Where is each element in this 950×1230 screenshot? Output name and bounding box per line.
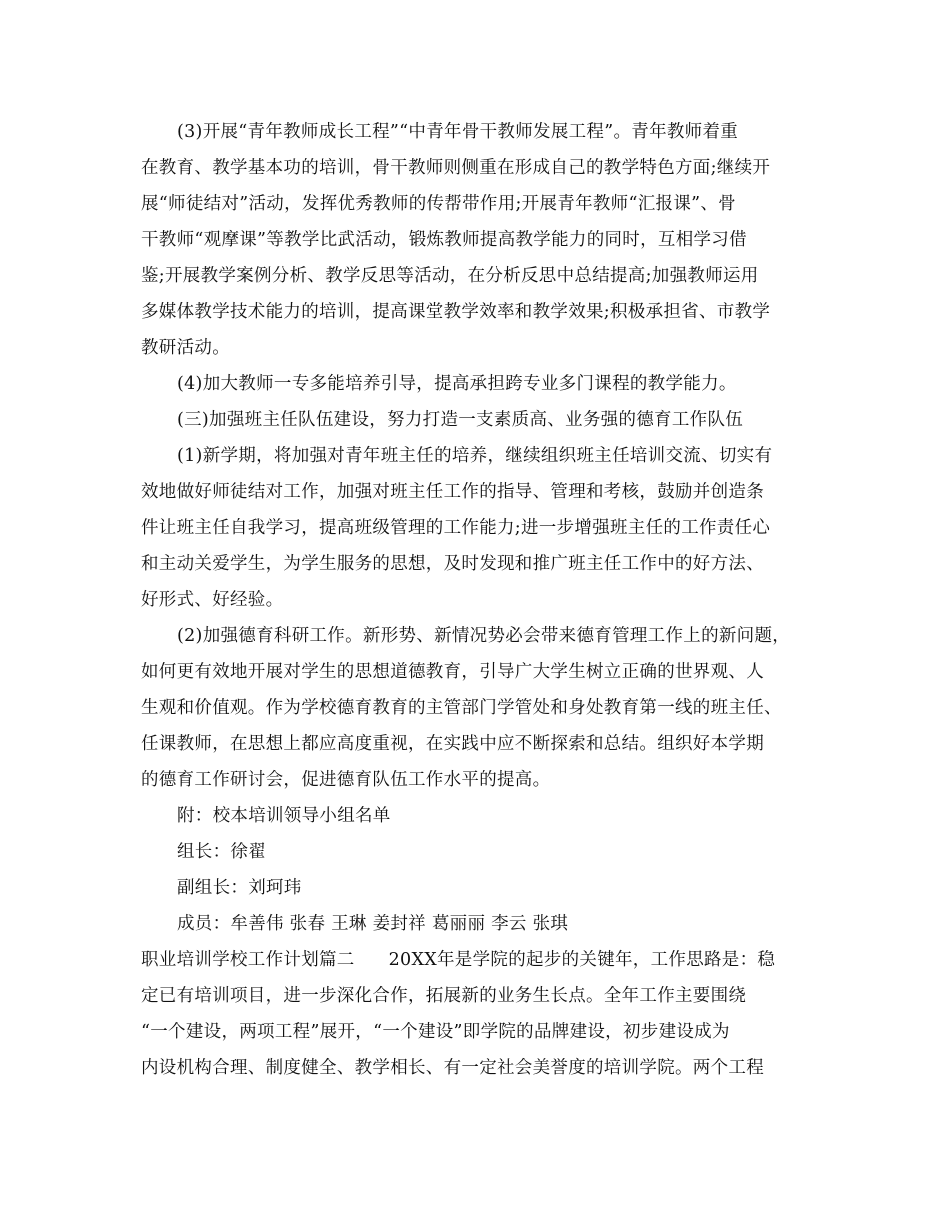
paragraph-line: 教研活动。 — [141, 338, 230, 358]
group-members: 成员：牟善伟 张春 王琳 姜封祥 葛丽丽 李云 张琪 — [177, 914, 569, 934]
paragraph-line: 生观和价值观。作为学校德育教育的主管部门学管处和身处教育第一线的班主任、 — [141, 698, 782, 718]
paragraph-line: 定已有培训项目，进一步深化合作，拓展新的业务生长点。全年工作主要围绕 — [141, 986, 747, 1006]
paragraph-line: 好形式、好经验。 — [141, 590, 284, 610]
paragraph-line: “一个建设，两项工程”展开，“一个建设”即学院的品牌建设，初步建设成为 — [141, 1022, 730, 1042]
section-heading: 职业培训学校工作计划篇二 — [141, 950, 355, 970]
appendix-title: 附：校本培训领导小组名单 — [177, 806, 391, 826]
paragraph-line: 如何更有效地开展对学生的思想道德教育，引导广大学生树立正确的世界观、人 — [141, 662, 764, 682]
paragraph-line: 的德育工作研讨会，促进德育队伍工作水平的提高。 — [141, 770, 551, 790]
paragraph-line: (4)加大教师一专多能培养引导，提高承担跨专业多门课程的教学能力。 — [177, 374, 737, 394]
paragraph-line: 内设机构合理、制度健全、教学相长、有一定社会美誉度的培训学院。两个工程 — [141, 1058, 764, 1078]
group-leader: 组长：徐翟 — [177, 842, 266, 862]
paragraph-line: 鉴;开展教学案例分析、教学反思等活动，在分析反思中总结提高;加强教师运用 — [141, 266, 759, 286]
paragraph-line: (2)加强德育科研工作。新形势、新情况势必会带来德育管理工作上的新问题， — [177, 626, 791, 646]
paragraph-line: 和主动关爱学生，为学生服务的思想，及时发现和推广班主任工作中的好方法、 — [141, 554, 764, 574]
paragraph-line: 在教育、教学基本功的培训，骨干教师则侧重在形成自己的教学特色方面;继续开 — [141, 158, 771, 178]
paragraph-line: (三)加强班主任队伍建设，努力打造一支素质高、业务强的德育工作队伍 — [177, 410, 744, 430]
paragraph-line: 任课教师，在思想上都应高度重视，在实践中应不断探索和总结。组织好本学期 — [141, 734, 764, 754]
paragraph-line: (3)开展“青年教师成长工程”“中青年骨干教师发展工程”。青年教师着重 — [177, 122, 739, 142]
paragraph-line: 效地做好师徒结对工作，加强对班主任工作的指导、管理和考核，鼓励并创造条 — [141, 482, 764, 502]
paragraph-line: 多媒体教学技术能力的培训，提高课堂教学效率和教学效果;积极承担省、市教学 — [141, 302, 771, 322]
paragraph-line: 干教师“观摩课”等教学比武活动，锻炼教师提高教学能力的同时，互相学习借 — [141, 230, 747, 250]
paragraph-line: (1)新学期，将加强对青年班主任的培养，继续组织班主任培训交流、切实有 — [177, 446, 773, 466]
paragraph-line: 展“师徒结对”活动，发挥优秀教师的传帮带作用;开展青年教师“汇报课”、骨 — [141, 194, 736, 214]
paragraph-line: 件让班主任自我学习，提高班级管理的工作能力;进一步增强班主任的工作责任心 — [141, 518, 771, 538]
section-heading-line — [141, 949, 775, 971]
deputy-group-leader: 副组长：刘珂玮 — [177, 878, 302, 898]
section-heading-continuation: 20XX年是学院的起步的关键年，工作思路是：稳 — [388, 950, 776, 970]
